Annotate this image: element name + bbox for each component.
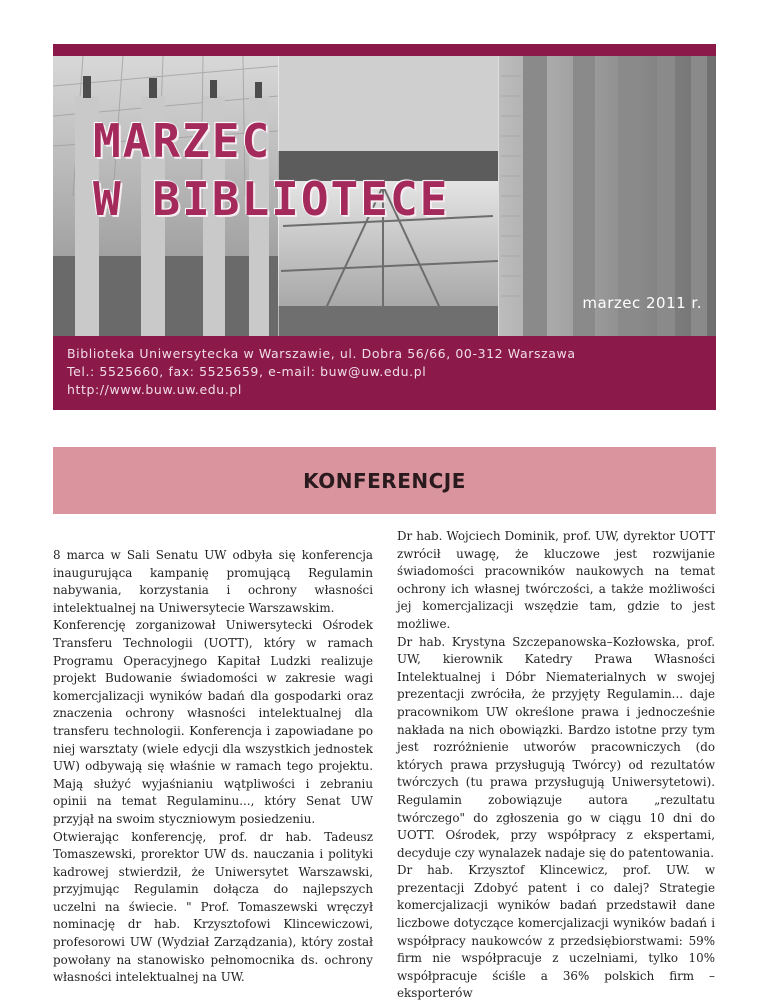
- website-link: http://www.buw.uw.edu.pl: [67, 382, 242, 397]
- article-column-left: [53, 547, 373, 987]
- paragraph: Otwierając konferencję, prof. dr hab. Tadeusz Tomaszewski, prorektor UW ds. nauczania i polityki kadrowej stwierdził, że Uniwersytet Warszawski, przyjmując Regulamin dołącza do najlepszych uczelni na świecie. " Prof. Tomaszewski wręczył nominację dr hab. Krzysztofowi Klincewiczowi, profesorowi UW (Wydział Zarządzania), który został powołany na stanowisko pełnomocnika ds. ochrony własności intelektualnej na UW.: [53, 829, 373, 985]
- title-line-1: MARZEC: [93, 114, 272, 168]
- newsletter-title: [93, 112, 449, 228]
- section-banner: [53, 447, 716, 514]
- library-address: Biblioteka Uniwersytecka w Warszawie, ul. Dobra 56/66, 00-312 Warszawa: [67, 346, 576, 361]
- top-rule: [53, 44, 716, 56]
- paragraph: Dr hab. Krystyna Szczepanowska–Kozłowska, prof. UW, kierownik Katedry Prawa Własności Intelektualnej i Dóbr Niematerialnych w swojej prezentacji zwróciła, że przyjęty Regulamin... daje pracownikom UW określone prawa i jednocześnie nakłada na nich obowiązki. Bardzo istotne przy tym jest rozróżnienie utworów pracowniczych (do których prawa przysługują Twórcy) od rezultatów twórczych (tu prawa przysługują Uniwersytetowi). Regulamin zobowiązuje autora „rezultatu twórczego" do zgłoszenia go w ciągu 10 dni do UOTT. Ośrodek, przy współpracy z ekspertami, decyduje czy wynalazek nadaje się do patentowania.: [397, 634, 715, 860]
- section-heading: KONFERENCJE: [303, 468, 466, 493]
- paragraph: Dr hab. Wojciech Dominik, prof. UW, dyrektor UOTT zwrócił uwagę, że kluczowe jest rozwijanie świadomości pracowników naukowych na temat ochrony ich własnej twórczości, a także możliwości jej komercjalizacji wszędzie tam, gdzie to jest możliwe.: [397, 529, 715, 631]
- address-band: [53, 336, 716, 410]
- title-line-2: W BIBLIOTECE: [93, 172, 450, 226]
- paragraph: Konferencję zorganizował Uniwersytecki Ośrodek Transferu Technologii (UOTT), który w ramach Programu Operacyjnego Kapitał Ludzki realizuje projekt Budowanie świadomości w zakresie wagi komercjalizacji wyników badań dla gospodarki oraz znaczenia ochrony własności intelektualnej dla transferu technologii. Konferencja i zapowiadane po niej warsztaty (wiele edycji dla wszystkich jednostek UW) odbywają się właśnie w ramach tego projektu. Mają służyć wyjaśnianiu wątpliwości i zebraniu opinii na temat Regulaminu..., który Senat UW przyjął na swoim styczniowym posiedzeniu.: [53, 618, 373, 826]
- contact-line: Tel.: 5525660, fax: 5525659, e-mail: buw@uw.edu.pl: [67, 364, 427, 379]
- paragraph: 8 marca w Sali Senatu UW odbyła się konferencja inaugurująca kampanię promującą Regulamin nabywania, korzystania i ochrony własności intelektualnej na Uniwersytecie Warszawskim.: [53, 548, 373, 615]
- article-column-right: [397, 528, 715, 1003]
- paragraph: Dr hab. Krzysztof Klincewicz, prof. UW. w prezentacji Zdobyć patent i co dalej? Strategie komercjalizacji wyników badań przedstawił dane liczbowe dotyczące komercjalizacji wyników badań i współpracy naukowców z przedsiębiorstwami: 59% firm nie współpracuje z uczelniami, tylko 10% współpracuje ściśle a 36% polskich firm – eksporterów: [397, 863, 715, 1001]
- issue-date: marzec 2011 r.: [582, 294, 702, 312]
- masthead-photo: [53, 56, 716, 336]
